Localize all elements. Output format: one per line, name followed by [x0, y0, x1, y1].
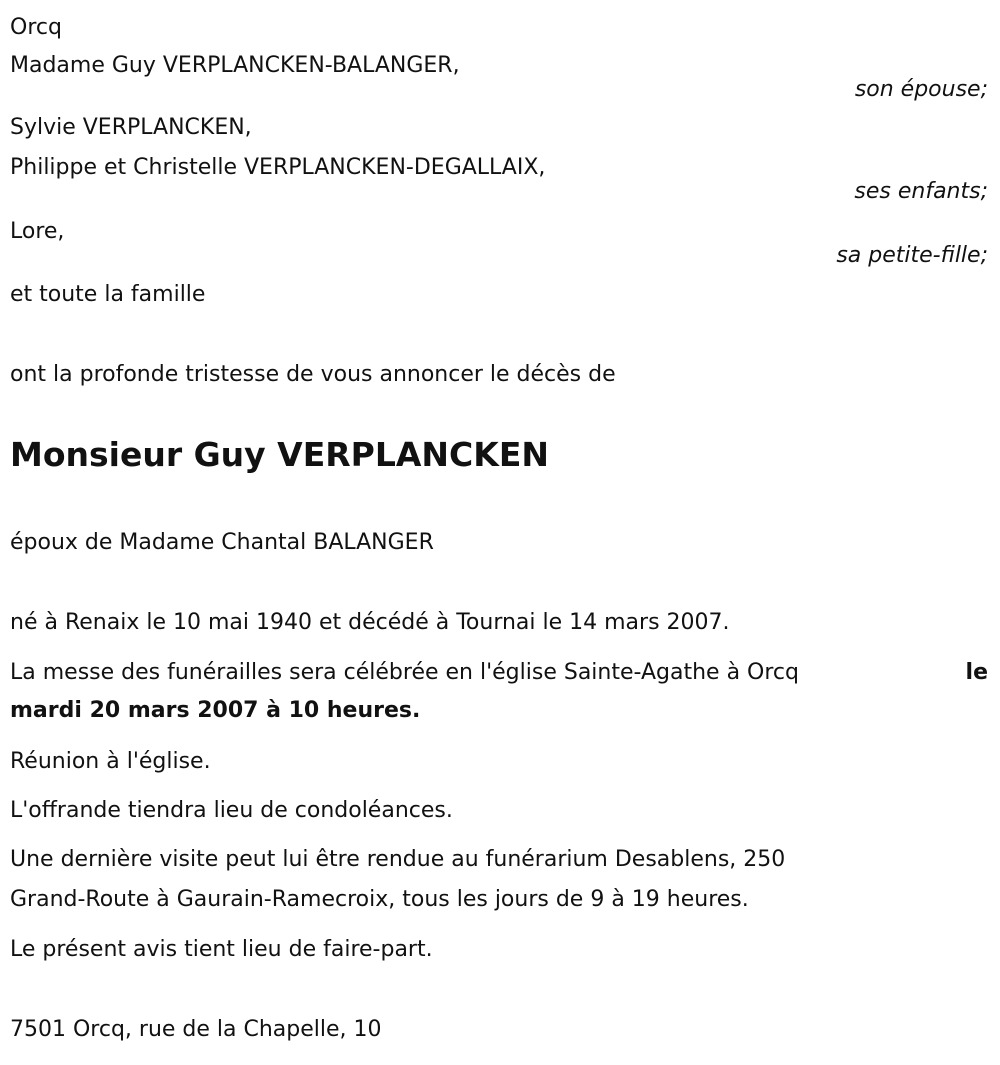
family-relation: ses enfants; [854, 179, 988, 204]
birth-death: né à Renaix le 10 mai 1940 et décédé à Tournai le 14 mars 2007. [10, 610, 730, 635]
place: Orcq [10, 15, 62, 40]
family-relation: son épouse; [854, 77, 988, 102]
deceased-name: Monsieur Guy VERPLANCKEN [10, 435, 549, 474]
funeral-bold-1: le [965, 660, 988, 685]
family-name: Philippe et Christelle VERPLANCKEN-DEGALLAIX, [10, 155, 546, 180]
address: 7501 Orcq, rue de la Chapelle, 10 [10, 1017, 382, 1042]
family-relation: sa petite-fille; [836, 243, 988, 268]
announcement: ont la profonde tristesse de vous annoncer le décès de [10, 362, 616, 387]
funeral-date: mardi 20 mars 2007 à 10 heures. [10, 698, 421, 723]
family-name: Sylvie VERPLANCKEN, [10, 115, 252, 140]
funeral-line [10, 658, 988, 688]
offering: L'offrande tiendra lieu de condoléances. [10, 798, 453, 823]
rest-of-family: et toute la famille [10, 282, 206, 307]
family-name: Madame Guy VERPLANCKEN-BALANGER, [10, 53, 460, 78]
spouse-line: époux de Madame Chantal BALANGER [10, 530, 434, 555]
notice: Le présent avis tient lieu de faire-part. [10, 937, 433, 962]
visit-line-1: Une dernière visite peut lui être rendue au funérarium Desablens, 250 [10, 847, 786, 872]
meeting: Réunion à l'église. [10, 749, 211, 774]
visit-line-2: Grand-Route à Gaurain-Ramecroix, tous les jours de 9 à 19 heures. [10, 887, 749, 912]
family-name: Lore, [10, 219, 65, 244]
funeral-text: La messe des funérailles sera célébrée en l'église Sainte-Agathe à Orcq [10, 660, 799, 685]
